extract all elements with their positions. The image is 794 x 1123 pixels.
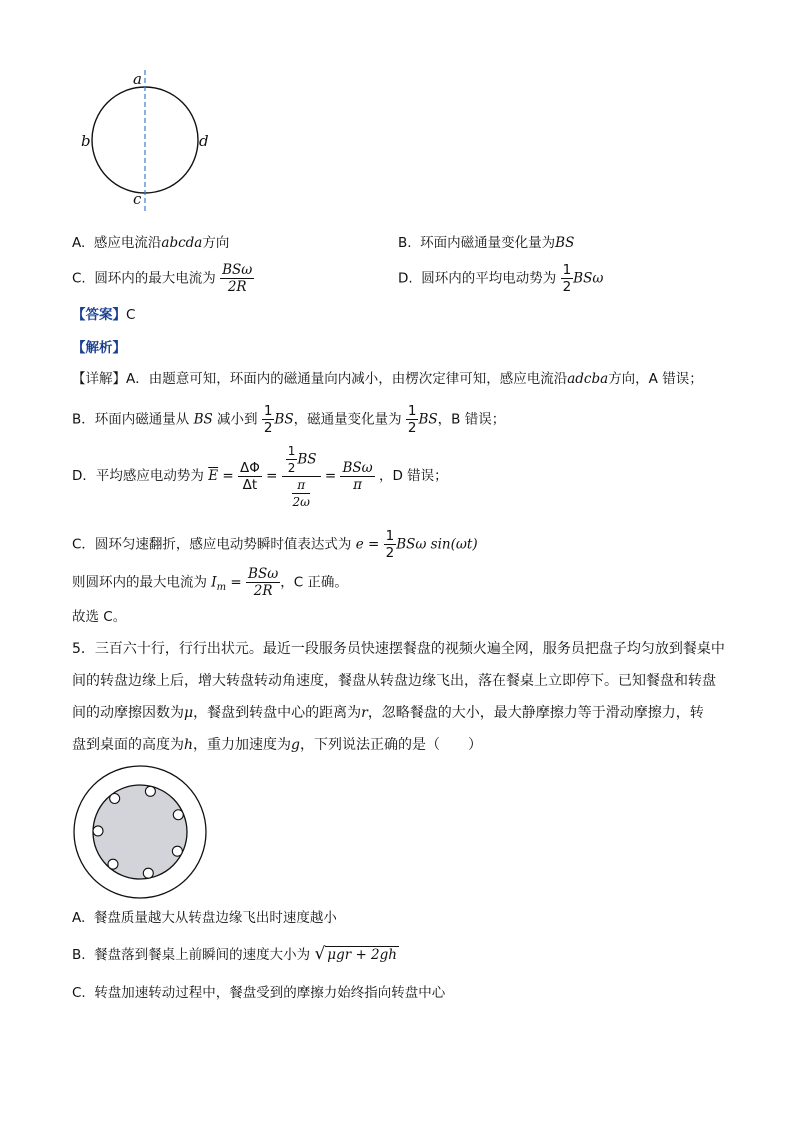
option-a: A. 感应电流沿abcda方向 [72, 235, 230, 251]
q5-option-c: C. 转盘加速转动过程中，餐盘受到的摩擦力始终指向转盘中心 [72, 985, 446, 1001]
detail-line-d: D．平均感应电动势为 $\overline{E}$ = $\frac{\Delta\Phi}{\Delta t}$ = $\frac{1}{2}$ BS $\frac{\pi}{2\omega}$ = $\frac{\text{BSω}}{\pi}$ ，D 错误； [72, 443, 448, 509]
option-d: D. 圆环内的平均电动势为 $\frac{1}{2}$ BSω [398, 262, 604, 295]
q5-option-b: B. 餐盘落到餐桌上前瞬间的速度大小为 √ μgr + 2gh [72, 944, 397, 964]
plate [143, 868, 153, 878]
nested-fraction: $\frac{1}{2}$ BS $\frac{\pi}{2\omega}$ [282, 443, 321, 510]
plate [172, 846, 182, 856]
turntable-disk [93, 785, 187, 879]
detail-line-b: B．环面内磁通量从 BS 减小到 $\frac{1}{2}$ BS，磁通量变化量为 $\frac{1}{2}$ BS，B 错误； [72, 403, 506, 436]
label-c: c [133, 190, 142, 208]
detail-line-c: C．圆环匀速翻折，感应电动势瞬时值表达式为 e = $\frac{1}{2}$ BSω sin(ωt) [72, 528, 478, 561]
answer-line: 【答案】C [72, 307, 136, 323]
plate [110, 794, 120, 804]
q5-line-3: 间的动摩擦因数为μ，餐盘到转盘中心的距离为r，忽略餐盘的大小，最大静摩擦力等于滑动摩擦力，转 [72, 705, 704, 721]
plate [145, 786, 155, 796]
plate [173, 810, 183, 820]
q5-line-4: 盘到桌面的高度为h，重力加速度为g，下列说法正确的是（ ） [72, 737, 482, 753]
option-b: B. 环面内磁通量变化量为BS [398, 235, 575, 251]
analysis-tag: 【解析】 [72, 340, 126, 356]
label-a: a [133, 70, 142, 88]
q5-line-1: 5．三百六十行，行行出状元。最近一段服务员快速摆餐盘的视频火遍全网，服务员把盘子均匀放到餐桌中 [72, 641, 725, 657]
q5-option-a: A. 餐盘质量越大从转盘边缘飞出时速度越小 [72, 910, 337, 926]
detail-line-im: 则圆环内的最大电流为 $I_m$ = $\frac{\text{BSω}}{2R}$ ，C 正确。 [72, 566, 348, 599]
ring-figure [78, 68, 218, 213]
option-c: C. 圆环内的最大电流为 $\frac{\text{BSω}}{2R}$ [72, 262, 253, 295]
detail-line-a: 【详解】A．由题意可知，环面内的磁通量向内减小，由楞次定律可知，感应电流沿adcba方向，A 错误； [72, 371, 703, 387]
label-d: d [199, 132, 209, 150]
turntable-figure [70, 762, 210, 902]
plate [108, 859, 118, 869]
q5-line-2: 间的转盘边缘上后，增大转盘转动角速度，餐盘从转盘边缘飞出，落在餐桌上立即停下。已知餐盘和转盘 [72, 673, 716, 689]
plate [93, 826, 103, 836]
label-b: b [81, 132, 91, 150]
conclusion: 故选 C。 [72, 609, 127, 625]
